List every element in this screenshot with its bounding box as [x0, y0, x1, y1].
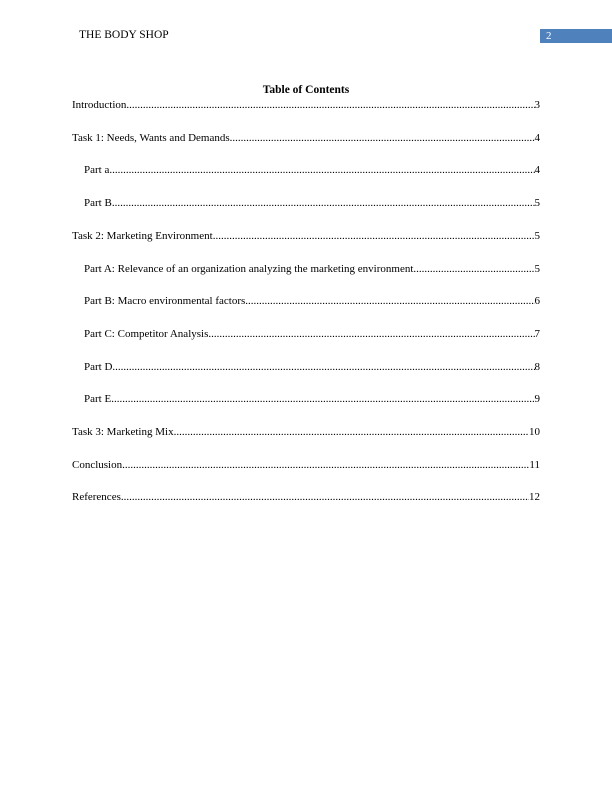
leader-dots: [121, 491, 529, 504]
toc-entry-page: 6: [534, 295, 540, 308]
toc-entry[interactable]: [84, 361, 540, 374]
toc-entry[interactable]: [84, 393, 540, 406]
toc-entry-page: 4: [534, 131, 540, 144]
leader-dots: [213, 230, 535, 243]
toc-entry-label: Task 3: Marketing Mix: [72, 426, 174, 438]
toc-entry-page: 11: [529, 458, 540, 471]
toc-title: Table of Contents: [262, 84, 350, 96]
toc-entry-page: 4: [534, 164, 540, 177]
toc-entry-page: 3: [534, 99, 540, 111]
toc-entry-label: Part B: Macro environmental factors: [84, 295, 246, 308]
toc-entry[interactable]: [84, 295, 540, 308]
toc-entry-label: Conclusion: [72, 458, 123, 471]
leader-dots: [245, 295, 534, 308]
toc-entry-label: Task 1: Needs, Wants and Demands: [72, 131, 230, 144]
toc-entry[interactable]: [84, 263, 540, 276]
leader-dots: [174, 426, 529, 439]
leader-dots: [109, 164, 534, 177]
page-number-badge: 2: [540, 29, 612, 43]
leader-dots: [413, 263, 534, 276]
toc-entry[interactable]: [84, 164, 540, 177]
toc-entry[interactable]: [72, 491, 540, 504]
toc-entry-label: Part D: [84, 360, 113, 373]
toc-entry[interactable]: [84, 328, 540, 341]
toc-entry-label: References: [72, 491, 121, 504]
toc-entry[interactable]: [72, 459, 540, 472]
toc-entry-label: Part B: [84, 197, 112, 210]
toc-entry-label: Part A: Relevance of an organization analyzing the marketing environment: [84, 262, 414, 275]
leader-dots: [112, 197, 535, 210]
leader-dots: [230, 132, 535, 145]
toc-entry-page: 5: [534, 262, 540, 275]
toc-entry-page: 10: [529, 426, 540, 438]
toc-entry-page: 5: [534, 229, 540, 242]
leader-dots: [126, 99, 534, 112]
toc-entry[interactable]: [72, 230, 540, 243]
toc-entry-label: Part E: [84, 393, 112, 406]
leader-dots: [208, 328, 534, 341]
toc-entry[interactable]: [84, 197, 540, 210]
toc-entry-label: Part a: [84, 164, 110, 177]
toc-entry-page: 8: [534, 360, 540, 373]
leader-dots: [111, 393, 534, 406]
toc-entry-label: Introduction: [72, 99, 127, 111]
toc-entry-label: Part C: Competitor Analysis: [84, 327, 209, 340]
toc-entry-page: 7: [534, 327, 540, 340]
toc-entry-page: 5: [534, 197, 540, 210]
leader-dots: [112, 361, 534, 374]
toc-entry-page: 9: [534, 393, 540, 406]
toc-entry-page: 12: [529, 491, 540, 504]
header-title: THE BODY SHOP: [79, 29, 169, 41]
toc-entry[interactable]: [72, 99, 540, 112]
toc-entry[interactable]: [72, 132, 540, 145]
toc-entry[interactable]: [72, 426, 540, 439]
leader-dots: [122, 459, 529, 472]
toc-entry-label: Task 2: Marketing Environment: [72, 229, 213, 242]
